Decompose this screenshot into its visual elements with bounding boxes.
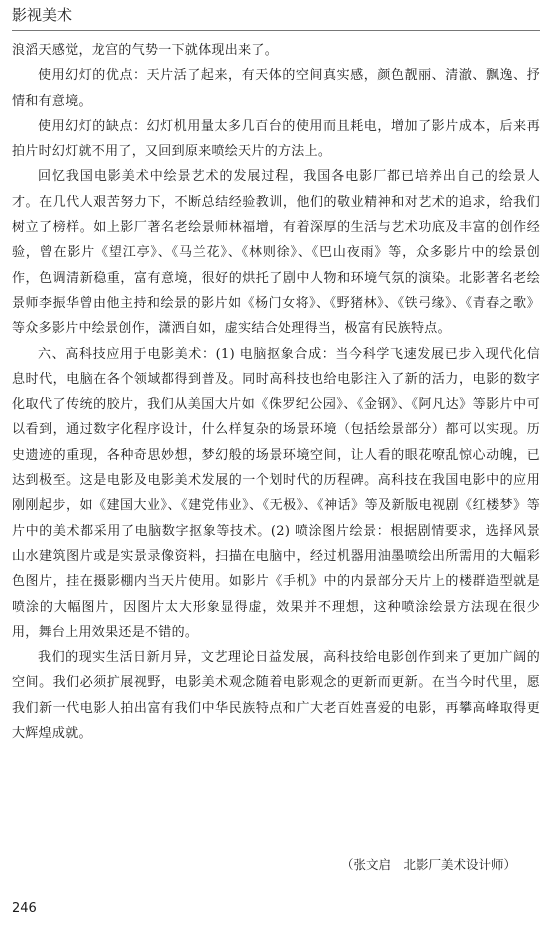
paragraph-high-tech: 六、高科技应用于电影美术：(1) 电脑抠象合成：当今科学飞速发展已步入现代化信息时代，电脑在各个领域都得到普及。同时高科技也给电影注入了新的活力，电影的数字化取代了传统的胶片，我们从美国大片如《侏罗纪公园》、《金钢》、《阿凡达》等影片中可以看到，通过数字化程序设计，什么样复杂的场景环境（包括绘景部分）都可以实现。历史遗迹的重现，各种奇思妙想，梦幻般的场景环境空间，让人看的眼花嘹乱惊心动魄，已达到极至。这是电影及电影美术发展的一个划时代的历程碑。高科技在我国电影中的应用刚刚起步，如《建国大业》、《建党伟业》、《无极》、《神话》等及新版电视剧《红楼梦》等片中的美术都采用了电脑数字抠象等技术。(2) 喷涂图片绘景：根据剧情要求，选择风景山水建筑图片或是实景录像资料，扫描在电脑中，经过机器用油墨喷绘出所需用的大幅彩色图片，挂在摄影棚内当天片使用。如影片《手机》中的内景部分天片上的楼群造型就是喷涂的大幅图片，因图片太大形象显得虚，效果并不理想，这种喷涂绘景方法现在很少用，舞台上用效果还是不错的。: [12, 346, 540, 640]
page-number: 246: [12, 901, 37, 916]
paragraph-projector-advantages: 使用幻灯的优点：天片活了起来，有天体的空间真实感，颜色靓丽、清澈、飘逸、抒情和有意境。: [12, 68, 540, 109]
running-header: 影视美术: [12, 6, 73, 24]
paragraph-scene-painting-history: 回忆我国电影美术中绘景艺术的发展过程，我国各电影厂都已培养出自己的绘景人才。在几代人艰苦努力下，不断总结经验教训，他们的敬业精神和对艺术的追求，给我们树立了榜样。如上影厂著名老绘景师林福增，有着深厚的生活与艺术功底及丰富的创作经验，曾在影片《望江亭》、《马兰花》、《林则徐》、《巴山夜雨》等，众多影片中的绘景创作，色调清新稳重，富有意境，很好的烘托了剧中人物和环境气氛的演染。北影著名老绘景师李振华曾由他主持和绘景的影片如《杨门女将》、《野猪林》、《铁弓缘》、《青春之歌》等众多影片中绘景创作，潇洒自如，虚实结合处理得当，极富有民族特点。: [12, 169, 540, 337]
paragraph-conclusion: 我们的现实生活日新月异，文艺理论日益发展，高科技给电影创作到来了更加广阔的空间。我们必须扩展视野，电影美术观念随着电影观念的更新而更新。在当今时代里，愿我们新一代电影人拍出富有我们中华民族特点和广大老百姓喜爱的电影，再攀高峰取得更大辉煌成就。: [12, 650, 540, 742]
paragraph-continuation: 浪滔天感觉，龙宫的气势一下就体现出来了。: [12, 43, 279, 58]
paragraph-projector-disadvantages: 使用幻灯的缺点：幻灯机用量太多几百台的使用而且耗电，增加了影片成本，后来再拍片时幻灯就不用了，又回到原来喷绘天片的方法上。: [12, 118, 540, 160]
author-signature: （张文启 北影厂美术设计师）: [340, 857, 516, 872]
header-divider: [12, 30, 540, 31]
article-body: [12, 38, 540, 746]
